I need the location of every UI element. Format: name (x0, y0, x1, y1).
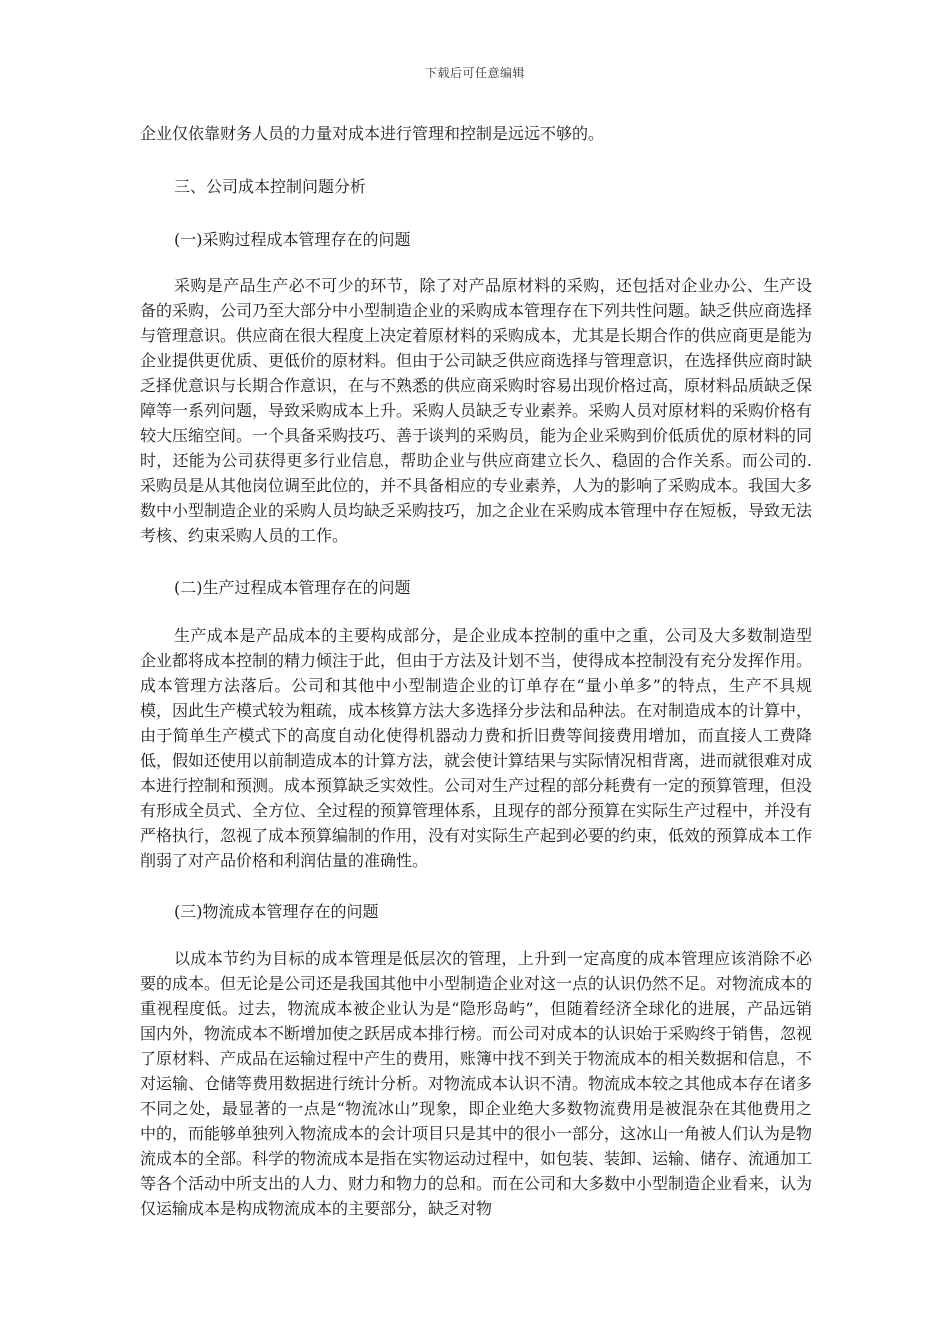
continuation-paragraph: 企业仅依靠财务人员的力量对成本进行管理和控制是远远不够的。 (140, 124, 605, 143)
subsection-heading-logistics: (三)物流成本管理存在的问题 (174, 902, 379, 921)
subsection-heading-procurement: (一)采购过程成本管理存在的问题 (174, 230, 411, 249)
paragraph-logistics: 以成本节约为目标的成本管理是低层次的管理，上升到一定高度的成本管理应该消除不必要的成本。但无论是公司还是我国其他中小型制造企业对这一点的认识仍然不足。对物流成本的重视程度低。过去，物流成本被企业认为是“隐形岛屿”，但随着经济全球化的进展，产品远销国内外，物流成本不断增加使之跃居成本排行榜。而公司对成本的认识始于采购终于销售，忽视了原材料、产成品在运输过程中产生的费用，账簿中找不到关于物流成本的相关数据和信息，不对运输、仓储等费用数据进行统计分析。对物流成本认识不清。物流成本较之其他成本存在诸多不同之处，最显著的一点是“物流冰山”现象，即企业绝大多数物流费用是被混杂在其他费用之中的，而能够单独列入物流成本的会计项目只是其中的很小一部分，这冰山一角被人们认为是物流成本的全部。科学的物流成本是指在实物运动过程中，如包装、装卸、运输、储存、流通加工等各个活动中所支出的人力、财力和物力的总和。而在公司和大多数中小型制造企业看来，认为仅运输成本是构成物流成本的主要部分，缺乏对物 (140, 949, 813, 1218)
subsection-heading-production: (二)生产过程成本管理存在的问题 (174, 578, 411, 597)
paragraph-production: 生产成本是产品成本的主要构成部分，是企业成本控制的重中之重，公司及大多数制造型企业都将成本控制的精力倾注于此，但由于方法及计划不当，使得成本控制没有充分发挥作用。成本管理方法落后。公司和其他中小型制造企业的订单存在“量小单多”的特点，生产不具规模，因此生产模式较为粗疏，成本核算方法大多选择分步法和品种法。在对制造成本的计算中，由于简单生产模式下的高度自动化使得机器动力费和折旧费等间接费用增加，而直接人工费降低，假如还使用以前制造成本的计算方法，就会使计算结果与实际情况相背离，进而就很难对成本进行控制和预测。成本预算缺乏实效性。公司对生产过程的部分耗费有一定的预算管理，但没有形成全员式、全方位、全过程的预算管理体系，且现存的部分预算在实际生产过程中，并没有严格执行，忽视了成本预算编制的作用，没有对实际生产起到必要的约束，低效的预算成本工作削弱了对产品价格和利润估量的准确性。 (140, 626, 813, 870)
section-heading: 三、公司成本控制问题分析 (174, 177, 367, 196)
paragraph-procurement: 采购是产品生产必不可少的环节，除了对产品原材料的采购，还包括对企业办公、生产设备的采购，公司乃至大部分中小型制造企业的采购成本管理存在下列共性问题。缺乏供应商选择与管理意识。供应商在很大程度上决定着原材料的采购成本，尤其是长期合作的供应商更是能为企业提供更优质、更低价的原材料。但由于公司缺乏供应商选择与管理意识，在选择供应商时缺乏择优意识与长期合作意识，在与不熟悉的供应商采购时容易出现价格过高，原材料品质缺乏保障等一系列问题，导致采购成本上升。采购人员缺乏专业素养。采购人员对原材料的采购价格有较大压缩空间。一个具备采购技巧、善于谈判的采购员，能为企业采购到价低质优的原材料的同时，还能为公司获得更多行业信息，帮助企业与供应商建立长久、稳固的合作关系。而公司的.采购员是从其他岗位调至此位的，并不具备相应的专业素养，人为的影响了采购成本。我国大多数中小型制造企业的采购人员均缺乏采购技巧，加之企业在采购成本管理中存在短板，导致无法考核、约束采购人员的工作。 (140, 276, 813, 545)
header-note: 下载后可任意编辑 (424, 66, 525, 80)
